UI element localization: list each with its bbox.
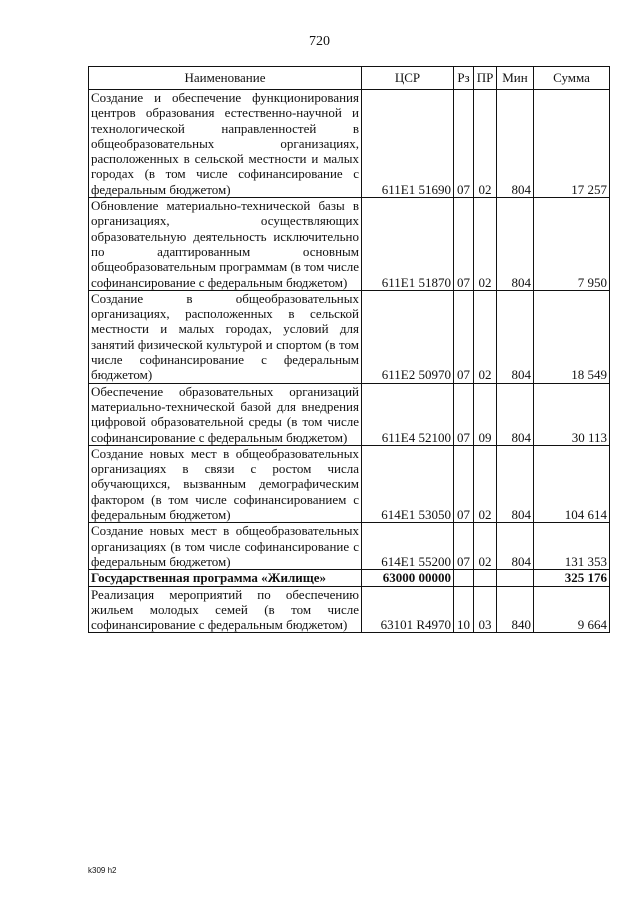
- row-rz: 10: [454, 586, 474, 633]
- row-sum: 17 257: [534, 90, 610, 198]
- page-number: 720: [309, 34, 330, 49]
- row-name: Создание новых мест в общеобразовательных организациях (в том числе софинансирование с федеральным бюджетом): [89, 523, 362, 570]
- row-csr: 611E1 51870: [362, 198, 454, 291]
- row-rz: 07: [454, 523, 474, 570]
- row-min: 804: [497, 445, 534, 522]
- row-name: Создание и обеспечение функционирования центров образования естественно-научной и технологической направленностей в общеобразовательных организациях, расположенных в сельской местности и малых городах (в том числе софинансирование с федеральным бюджетом): [89, 90, 362, 198]
- row-rz: 07: [454, 290, 474, 383]
- row-sum: 30 113: [534, 383, 610, 445]
- row-csr: 63000 00000: [362, 570, 454, 586]
- row-sum: 7 950: [534, 198, 610, 291]
- row-pr: 02: [474, 445, 497, 522]
- row-name: Реализация мероприятий по обеспечению жильем молодых семей (в том числе софинансирование с федеральным бюджетом): [89, 586, 362, 633]
- footer-code: k309 h2: [88, 866, 117, 875]
- row-min: [497, 570, 534, 586]
- row-min: 804: [497, 523, 534, 570]
- row-min: 804: [497, 383, 534, 445]
- row-name: Создание новых мест в общеобразовательных организациях в связи с ростом числа обучающихся, вызванным демографическим фактором (в том числе софинансированием с федеральным бюджетом): [89, 445, 362, 522]
- row-pr: 03: [474, 586, 497, 633]
- row-min: 840: [497, 586, 534, 633]
- row-pr: 09: [474, 383, 497, 445]
- header-csr: ЦСР: [362, 67, 454, 90]
- row-rz: 07: [454, 198, 474, 291]
- table-row: [89, 383, 610, 445]
- table-row: [89, 586, 610, 633]
- table-row-program: [89, 570, 610, 586]
- table-row: [89, 445, 610, 522]
- row-sum: 9 664: [534, 586, 610, 633]
- row-csr: 611E1 51690: [362, 90, 454, 198]
- row-name: Создание в общеобразовательных организациях, расположенных в сельской местности и малых городах, условий для занятий физической культурой и спортом (в том числе софинансирование с федеральным бюджетом): [89, 290, 362, 383]
- header-rz: Рз: [454, 67, 474, 90]
- table-row: [89, 90, 610, 198]
- row-min: 804: [497, 198, 534, 291]
- row-rz: 07: [454, 445, 474, 522]
- row-rz: 07: [454, 383, 474, 445]
- table-row: [89, 198, 610, 291]
- row-csr: 614E1 53050: [362, 445, 454, 522]
- row-name: Обновление материально-технической базы в организациях, осуществляющих образовательную деятельность исключительно по адаптированным основным общеобразовательным программам (в том числе софинансирование с федеральным бюджетом): [89, 198, 362, 291]
- row-name: Обеспечение образовательных организаций материально-технической базой для внедрения цифровой образовательной среды (в том числе софинансирование с федеральным бюджетом): [89, 383, 362, 445]
- row-sum: 131 353: [534, 523, 610, 570]
- row-csr: 614E1 55200: [362, 523, 454, 570]
- budget-table: [88, 66, 610, 633]
- table-row: [89, 523, 610, 570]
- row-sum: 104 614: [534, 445, 610, 522]
- row-csr: 63101 R4970: [362, 586, 454, 633]
- table-header-row: [89, 67, 610, 90]
- row-csr: 611E2 50970: [362, 290, 454, 383]
- row-pr: 02: [474, 523, 497, 570]
- row-min: 804: [497, 90, 534, 198]
- row-pr: 02: [474, 198, 497, 291]
- row-sum: 325 176: [534, 570, 610, 586]
- row-sum: 18 549: [534, 290, 610, 383]
- row-pr: [474, 570, 497, 586]
- row-pr: 02: [474, 90, 497, 198]
- row-csr: 611E4 52100: [362, 383, 454, 445]
- row-rz: 07: [454, 90, 474, 198]
- header-pr: ПР: [474, 67, 497, 90]
- row-min: 804: [497, 290, 534, 383]
- row-rz: [454, 570, 474, 586]
- row-pr: 02: [474, 290, 497, 383]
- table-row: [89, 290, 610, 383]
- row-name: Государственная программа «Жилище»: [89, 570, 362, 586]
- header-sum: Сумма: [534, 67, 610, 90]
- header-min: Мин: [497, 67, 534, 90]
- header-name: Наименование: [89, 67, 362, 90]
